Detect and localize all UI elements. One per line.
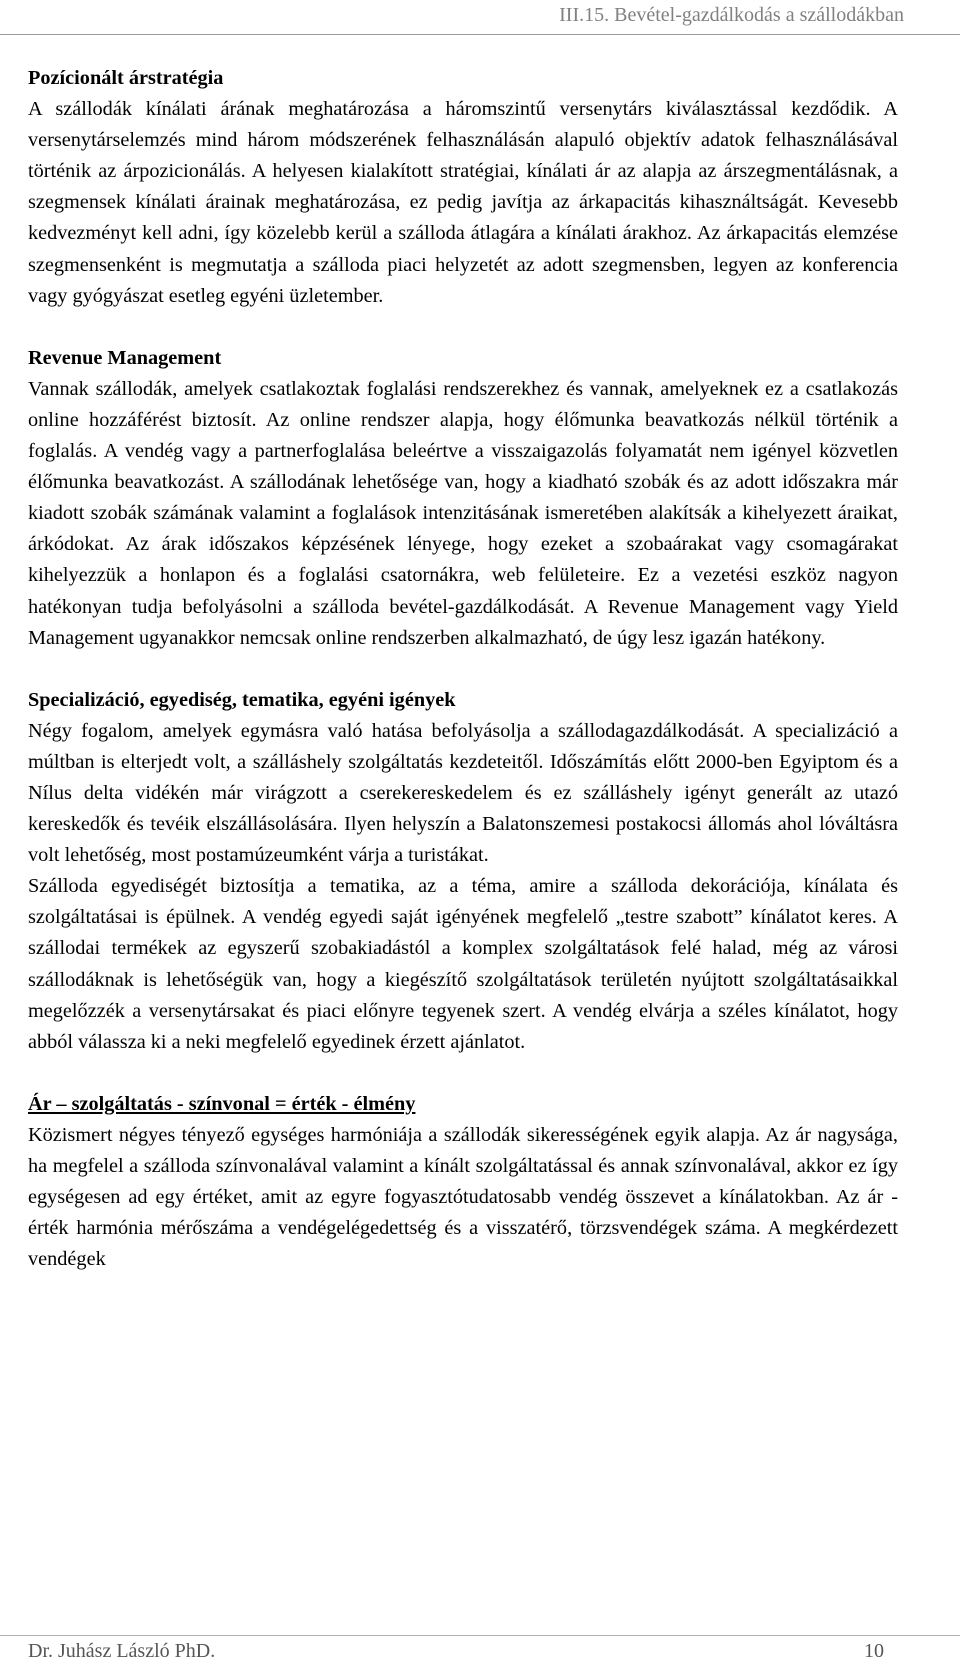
section-title: Revenue Management — [28, 346, 222, 369]
header-divider — [0, 34, 960, 35]
footer-divider — [0, 1635, 960, 1636]
paragraph: Négy fogalom, amelyek egymásra való hatása befolyásolja a szállodagazdálkodását. A specializáció a múltban is elterjedt volt, a szálláshely szolgáltatás kezdeteitől. Időszámítás előtt 2000-ben Egyiptom és a Nílus delta vidékén már virágzott a cserekereskedelem és ez szálláshely igényt generált az utazó kereskedők és tevéik elszállásolására. Ilyen helyszín a Balatonszemesi postakocsi állomás ahol lóváltásra volt lehetőség, most postamúzeumként várja a turistákat. — [28, 719, 898, 867]
section-revenue-management — [28, 343, 898, 654]
section-price-value — [28, 1089, 898, 1276]
section-positioned-pricing — [28, 63, 898, 312]
paragraph: Szálloda egyediségét biztosítja a tematika, az a téma, amire a szálloda dekorációja, kínálata és szolgáltatásai is épülnek. A vendég egyedi saját igényének megfelelő „testre szabott” kínálatot keres. A szállodai termékek az egyszerű szobakiadástól a komplex szolgáltatások felé halad, még az városi szállodáknak is lehetőségük van, hogy a kiegészítő szolgáltatások területén nyújtott szolgáltatásaikkal megelőzzék a versenytársakat és piaci előnyre tegyenek szert. A vendég elvárja a széles kínálatot, hogy abból válassza ki a neki megfelelő egyedinek érzett ajánlatot. — [28, 875, 898, 1053]
section-specialization — [28, 685, 898, 1058]
section-spacer — [28, 312, 898, 343]
section-spacer — [28, 654, 898, 685]
paragraph: Közismert négyes tényező egységes harmóniája a szállodák sikerességének egyik alapja. Az ár nagysága, ha megfelel a szálloda színvonalával valamint a kínált szolgáltatással és annak színvonalával, akkor ez így egységesen ad egy értéket, amit az egyre fogyasztótudatosabb vendég összevet a kínálatokban. Az ár - érték harmónia mérőszáma a vendégelégedettség és a visszatérő, törzsvendégek száma. A megkérdezett vendégek — [28, 1123, 898, 1271]
document-body — [28, 63, 898, 1275]
section-title: Ár – szolgáltatás - színvonal = érték - élmény — [28, 1092, 416, 1115]
section-title: Specializáció, egyediség, tematika, egyéni igények — [28, 688, 456, 711]
paragraph: A szállodák kínálati árának meghatározása a háromszintű versenytárs kiválasztással kezdődik. A versenytárselemzés mind három módszerének felhasználásán alapuló objektív adatok felhasználásával történik az árpozicionálás. A helyesen kialakított stratégiai, kínálati ár az alapja az árszegmentálásnak, a szegmensek kínálati árainak meghatározása, ez pedig javítja az árkapacitás kihasználtságát. Kevesebb kedvezményt kell adni, így közelebb kerül a szálloda átlagára a kínálati árakhoz. Az árkapacitás elemzése szegmensenként is megmutatja a szálloda piaci helyzetét az adott szegmensben, legyen az konferencia vagy gyógyászat esetleg egyéni üzletember. — [28, 98, 898, 307]
paragraph: Vannak szállodák, amelyek csatlakoztak foglalási rendszerekhez és vannak, amelyeknek ez a csatlakozás online hozzáférést biztosít. Az online rendszer alapja, hogy élőmunka beavatkozás nélkül történik a foglalás. A vendég vagy a partnerfoglalása beleértve a visszaigazolás folyamatát nem igényel közvetlen élőmunka beavatkozást. A szállodának lehetősége van, hogy a kiadható szobák és az adott időszakra már kiadott szobák számának valamint a foglalások intenzitásának ismeretében alakítsák a kihelyezett áraikat, árkódokat. Az árak időszakos képzésének lényege, hogy ezeket a szobaárakat vagy csomagárakat kihelyezzük a honlapon és a foglalási csatornákra, web felületeire. Ez a vezetési eszköz nagyon hatékonyan tudja befolyásolni a szálloda bevétel-gazdálkodását. A Revenue Management vagy Yield Management ugyanakkor nemcsak online rendszerben alkalmazható, de úgy lesz igazán hatékony. — [28, 377, 898, 649]
running-header: III.15. Bevétel-gazdálkodás a szállodákban — [559, 4, 904, 26]
page-number: 10 — [864, 1640, 884, 1662]
section-spacer — [28, 1058, 898, 1089]
section-title: Pozícionált árstratégia — [28, 67, 224, 89]
footer-author: Dr. Juhász László PhD. — [28, 1640, 216, 1662]
